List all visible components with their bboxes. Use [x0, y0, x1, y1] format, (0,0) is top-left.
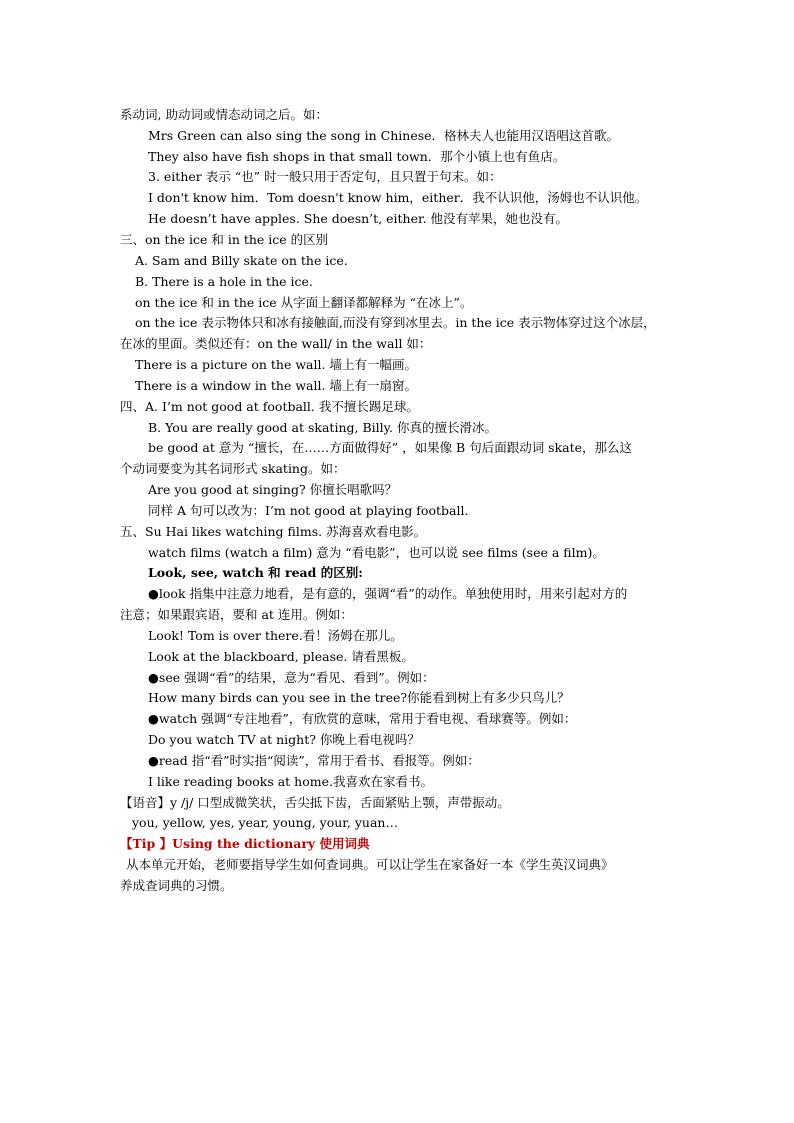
- text-line: 个动词要变为其名词形式 skating。如：: [120, 461, 346, 476]
- text-line: 3. either 表示 “也” 时一般只用于否定句，且只置于句末。如：: [148, 169, 502, 184]
- text-line: 养成查词典的习惯。: [120, 878, 233, 893]
- text-line: 同样 A 句可以改为：I’m not good at playing football.: [148, 503, 469, 518]
- text-line: Do you watch TV at night? 你晚上看电视吗？: [148, 732, 420, 747]
- section-heading: 三、on the ice 和 in the ice 的区别: [120, 232, 329, 247]
- text-line: He doesn’t have apples. She doesn’t, either. 他没有苹果，她也没有。: [148, 211, 569, 226]
- text-line: ●see 强调“看”的结果，意为“看见、看到”。例如：: [148, 670, 435, 685]
- text-line: Look at the blackboard, please. 请看黑板。: [148, 649, 414, 664]
- text-line: 从本单元开始，老师要指导学生如何查词典。可以让学生在家备好一本《学生英汉词典》: [126, 857, 614, 872]
- text-line: be good at 意为 “擅长，在……方面做得好” ，如果像 B 句后面跟动词 skate，那么这: [148, 440, 633, 455]
- text-line: How many birds can you see in the tree?你能看到树上有多少只鸟儿？: [148, 690, 570, 705]
- text-line: you, yellow, yes, year, young, your, yuan…: [132, 815, 398, 830]
- tip-heading: 【Tip 】Using the dictionary 使用词典: [120, 836, 370, 851]
- text-line: ●look 指集中注意力地看，是有意的，强调“看”的动作。单独使用时，用来引起对方的: [148, 586, 628, 601]
- text-line: I like reading books at home.我喜欢在家看书。: [148, 774, 433, 789]
- phonetics-line: 【语音】y /j/ 口型成微笑状，舌尖抵下齿，舌面紧贴上颚，声带振动。: [120, 795, 510, 810]
- text-line: Are you good at singing? 你擅长唱歌吗？: [148, 482, 398, 497]
- text-line: B. You are really good at skating, Billy. 你真的擅长滑冰。: [148, 420, 497, 435]
- text-line: They also have fish shops in that small town．那个小镇上也有鱼店。: [148, 149, 566, 164]
- text-line: There is a window in the wall. 墙上有一扇窗。: [135, 378, 417, 393]
- text-line: B. There is a hole in the ice.: [135, 274, 313, 289]
- text-line: 注意；如果跟宾语，要和 at 连用。例如：: [120, 607, 353, 622]
- subheading: Look, see, watch 和 read 的区别:: [148, 565, 363, 580]
- text-line: watch films (watch a film) 意为 “看电影”，也可以说 see films (see a film)。: [148, 545, 605, 560]
- section-heading: 四、A. I’m not good at football. 我不擅长踢足球。: [120, 399, 419, 414]
- text-line: A. Sam and Billy skate on the ice.: [135, 253, 348, 268]
- text-line: ●read 指“看”时实指“阅读”，常用于看书、看报等。例如：: [148, 753, 480, 768]
- text-line: ●watch 强调“专注地看”，有欣赏的意味，常用于看电视、看球赛等。例如：: [148, 711, 577, 726]
- text-line: on the ice 和 in the ice 从字面上翻译都解释为 “在冰上”。: [135, 295, 473, 310]
- section-heading: 五、Su Hai likes watching films. 苏海喜欢看电影。: [120, 524, 427, 539]
- text-line: on the ice 表示物体只和冰有接触面,而没有穿到冰里去。in the ice 表示物体穿过这个冰层，: [135, 315, 656, 330]
- text-line: There is a picture on the wall. 墙上有一幅画。: [135, 357, 417, 372]
- text-line: 在冰的里面。类似还有：on the wall/ in the wall 如：: [120, 336, 432, 351]
- text-line: Look! Tom is over there.看！汤姆在那儿。: [148, 628, 403, 643]
- text-line: 系动词, 助动词或情态动词之后。如：: [120, 107, 328, 122]
- text-line: I don't know him．Tom doesn't know him，either．我不认识他，汤姆也不认识他。: [148, 190, 648, 205]
- text-line: Mrs Green can also sing the song in Chinese．格林夫人也能用汉语唱这首歌。: [148, 128, 620, 143]
